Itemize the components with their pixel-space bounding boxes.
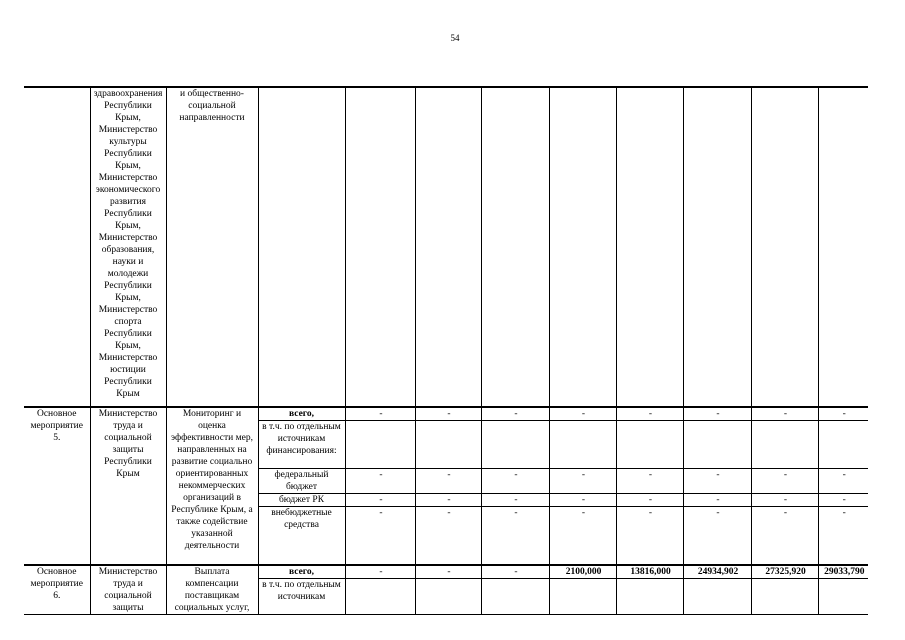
table-row: Основное мероприятие 5. Министерство труда и социальной защиты Республики Крым Мониторинг и оценка эффективности мер, направленных на развитие социально ориентированных некоммерческих организаций в Республике Крым, а также содействие указанной деятельности всего, - - - - - - - - <box>24 407 868 421</box>
funding-table <box>24 86 868 615</box>
description-cell: и общественно-социальной направленности <box>166 87 258 407</box>
amount-cell: 13816,000 <box>616 565 683 579</box>
table-row: Основное мероприятие 6. Министерство труда и социальной защиты Выплата компенсации поставщикам социальных услуг, всего, - - - 2100,000 13816,000 24934,902 27325,920 29033,790 <box>24 565 868 579</box>
description-cell: Мониторинг и оценка эффективности мер, направленных на развитие социально ориентированных некоммерческих организаций в Республике Крым, а также содействие указанной деятельности <box>166 407 258 565</box>
amount-cell: 27325,920 <box>751 565 818 579</box>
source-cell: бюджет РК <box>258 494 345 507</box>
source-cell: федеральный бюджет <box>258 469 345 494</box>
source-cell: всего, <box>258 565 345 579</box>
source-cell: внебюджетные средства <box>258 507 345 565</box>
executor-cell: Министерство труда и социальной защиты <box>90 565 166 615</box>
page-number: 54 <box>450 33 460 43</box>
event-name-cell <box>24 87 90 407</box>
table-row: внебюджетные средства - - - - - - - - <box>24 507 868 565</box>
source-cell: в т.ч. по отдельным источникам финансирования: <box>258 421 345 469</box>
executor-cell: Министерство труда и социальной защиты Республики Крым <box>90 407 166 565</box>
table-row: федеральный бюджет - - - - - - - - <box>24 469 868 494</box>
table-row: бюджет РК - - - - - - - - <box>24 494 868 507</box>
source-cell: в т.ч. по отдельным источникам <box>258 578 345 614</box>
amount-cell: 2100,000 <box>549 565 616 579</box>
description-cell: Выплата компенсации поставщикам социальных услуг, <box>166 565 258 615</box>
amount-cell: 29033,790 <box>818 565 868 579</box>
table-row <box>24 87 868 407</box>
source-cell: всего, <box>258 407 345 421</box>
event-name-cell: Основное мероприятие 5. <box>24 407 90 565</box>
executor-cell: здравоохранения Республики Крым, Министерство культуры Республики Крым, Министерство экономического развития Республики Крым, Министерство образования, науки и молодежи Республики Крым, Министерство спорта Республики Крым, Министерство юстиции Республики Крым <box>90 87 166 407</box>
event-name-cell: Основное мероприятие 6. <box>24 565 90 615</box>
amount-cell: 24934,902 <box>683 565 751 579</box>
